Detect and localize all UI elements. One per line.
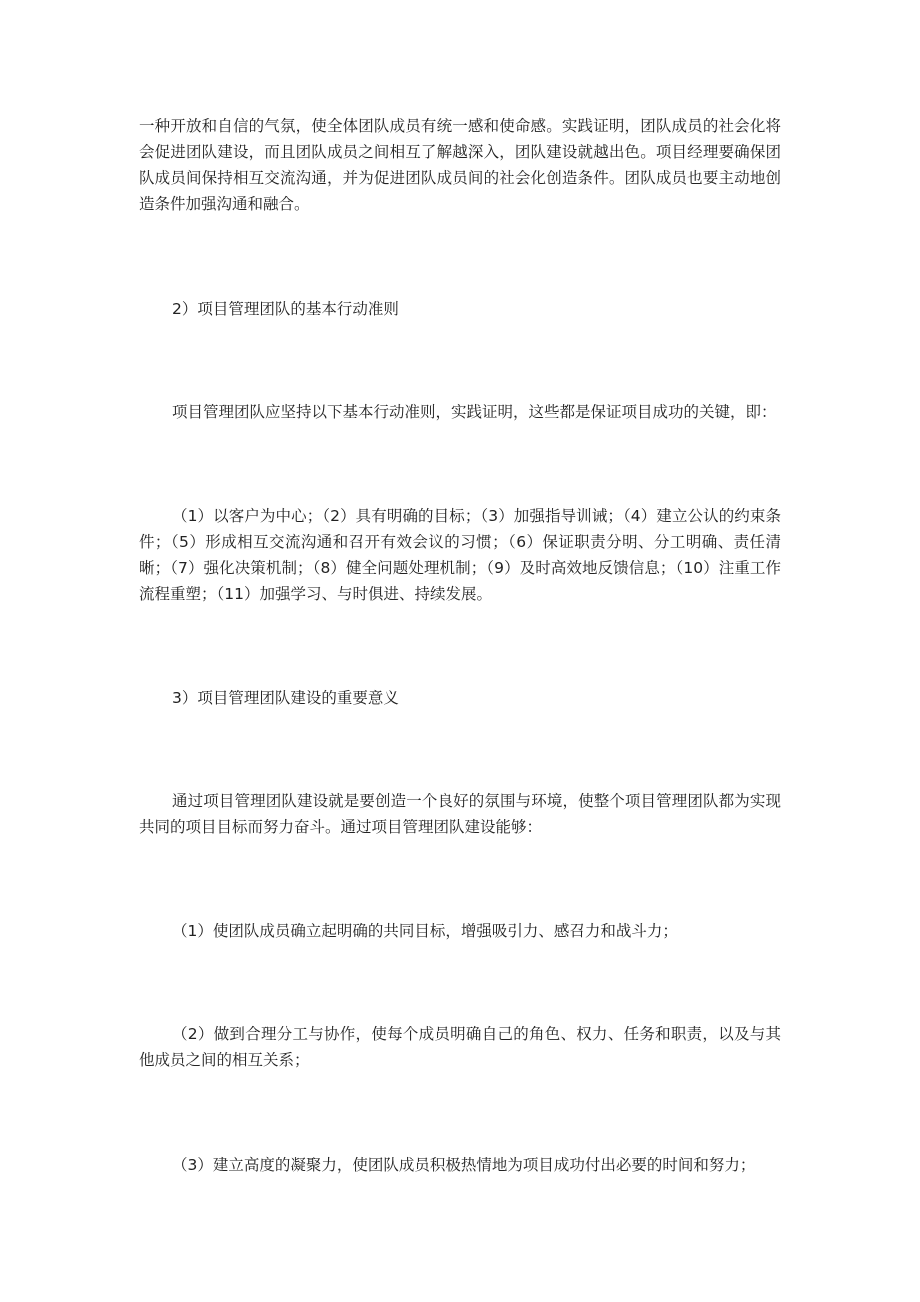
section-2-rules: （1）以客户为中心；（2）具有明确的目标；（3）加强指导训诫；（4）建立公认的约束条件；（5）形成相互交流沟通和召开有效会议的习惯；（6）保证职责分明、分工明确、责任清晰；（7）强化决策机制；（8）健全问题处理机制；（9）及时高效地反馈信息；（10）注重工作流程重塑；（11）加强学习、与时俱进、持续发展。 <box>139 507 781 603</box>
section-3-point-2: （2）做到合理分工与协作，使每个成员明确自己的角色、权力、任务和职责，以及与其他成员之间的相互关系； <box>139 1025 781 1069</box>
section-3-heading: 3）项目管理团队建设的重要意义 <box>172 689 399 707</box>
section-3-point-1: （1）使团队成员确立起明确的共同目标，增强吸引力、感召力和战斗力； <box>172 922 678 940</box>
section-3-point-3: （3）建立高度的凝聚力，使团队成员积极热情地为项目成功付出必要的时间和努力； <box>172 1156 756 1174</box>
section-3-intro: 通过项目管理团队建设就是要创造一个良好的氛围与环境，使整个项目管理团队都为实现共同的项目目标而努力奋斗。通过项目管理团队建设能够： <box>139 792 781 836</box>
section-2-heading: 2）项目管理团队的基本行动准则 <box>172 300 399 318</box>
intro-paragraph: 一种开放和自信的气氛，使全体团队成员有统一感和使命感。实践证明，团队成员的社会化将会促进团队建设，而且团队成员之间相互了解越深入，团队建设就越出色。项目经理要确保团队成员间保持相互交流沟通，并为促进团队成员间的社会化创造条件。团队成员也要主动地创造条件加强沟通和融合。 <box>139 117 781 213</box>
section-2-intro: 项目管理团队应坚持以下基本行动准则，实践证明，这些都是保证项目成功的关键，即： <box>172 403 777 421</box>
